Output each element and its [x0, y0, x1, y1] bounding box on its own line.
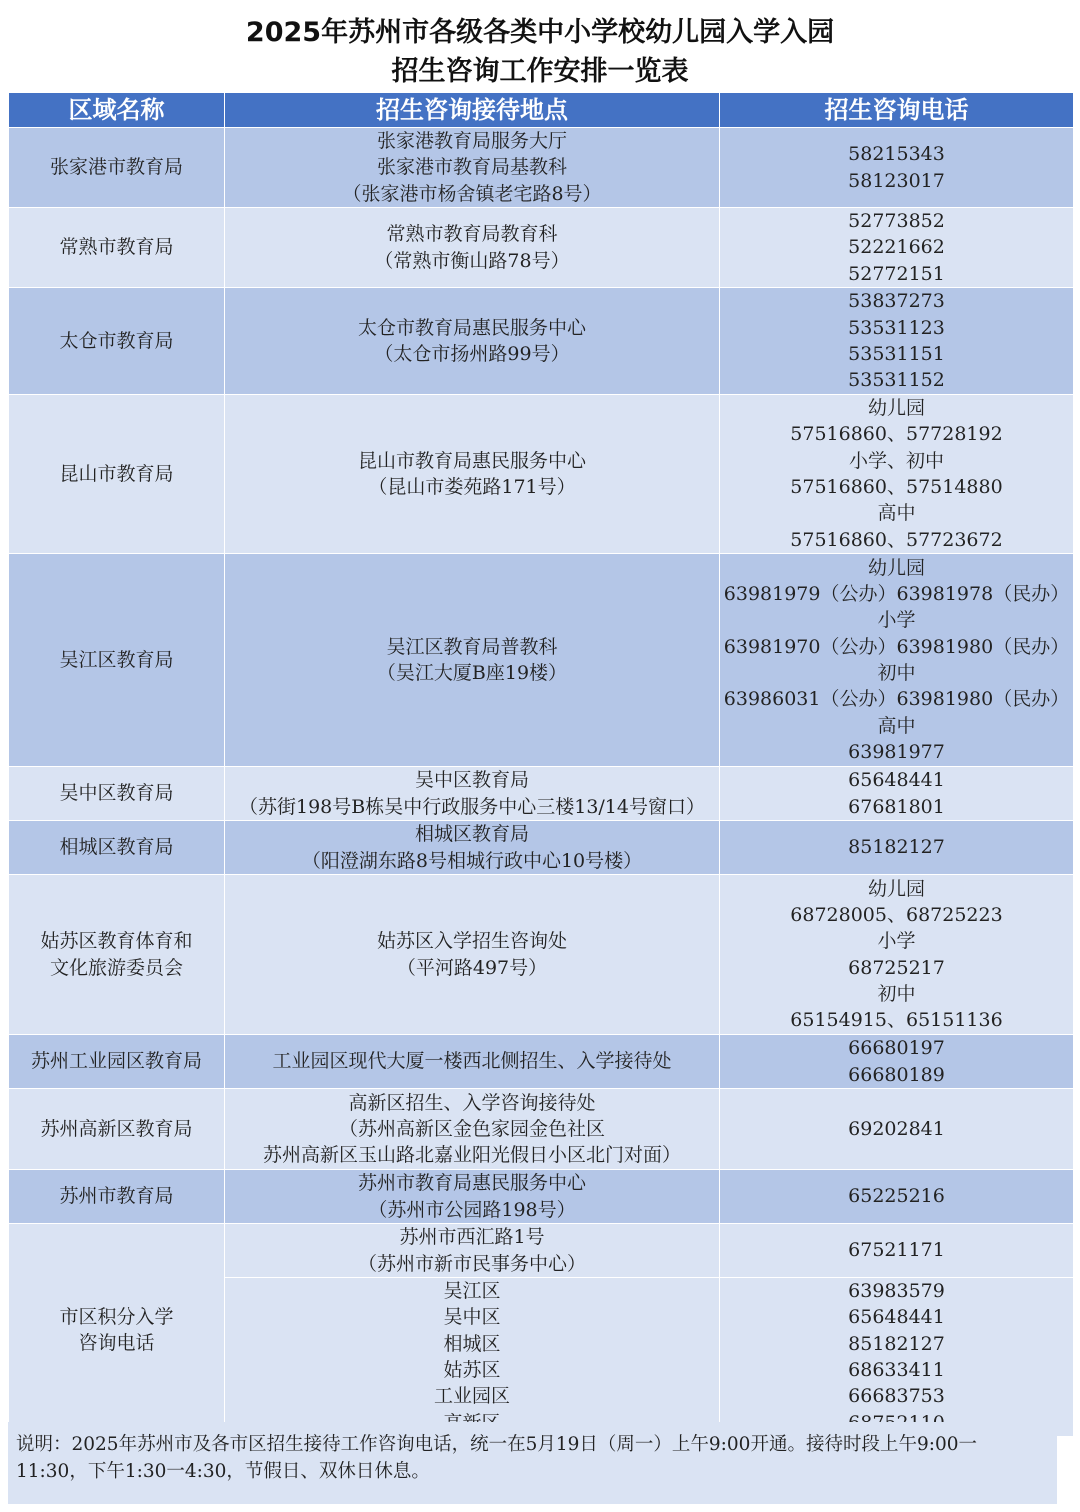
phone-cell-line: 66680189 [848, 1063, 945, 1086]
region-name-cell [9, 875, 225, 1035]
location-cell-line: 相城区教育局 [414, 823, 529, 846]
table-row [9, 1224, 1074, 1278]
location-cell-line: （太仓市扬州路99号） [374, 343, 570, 365]
district-list-cell-line: 吴江区 [443, 1280, 501, 1303]
location-cell-line: （苏州高新区金色家园金色社区 [338, 1117, 605, 1140]
region-name-cell [9, 128, 225, 208]
phone-cell [720, 875, 1074, 1035]
district-list-cell [225, 1278, 720, 1437]
region-name-cell-line: 苏州工业园区教育局 [30, 1050, 202, 1073]
table-row [9, 554, 1074, 767]
location-cell-line: 张家港市教育局基教科 [376, 156, 567, 179]
region-name-cell [9, 1089, 225, 1170]
location-cell-line: 昆山市教育局惠民服务中心 [357, 449, 586, 472]
location-cell-line: 吴中区教育局 [414, 769, 529, 792]
table-row [9, 395, 1074, 554]
region-name-cell-line: 咨询电话 [78, 1332, 155, 1354]
location-cell-line: （平河路497号） [396, 956, 548, 979]
phone-cell-line: 小学 [877, 930, 916, 953]
phone-cell-line: 65225216 [848, 1185, 945, 1208]
phone-cell-line: 57516860、57514880 [790, 476, 1003, 498]
phone-cell-line: 63981979（公办）63981978（民办） [723, 583, 1070, 606]
location-cell-line: （苏街198号B栋吴中行政服务中心三楼13/14号窗口） [239, 795, 705, 818]
table-row [9, 128, 1074, 208]
district-list-cell-line: 相城区 [443, 1332, 501, 1355]
phone-cell-line: 67681801 [848, 795, 945, 818]
phone-cell-line: 63981970（公办）63981980（民办） [723, 635, 1070, 658]
enrollment-consultation-table [8, 92, 1074, 1437]
location-cell-line: （张家港市杨舍镇老宅路8号） [342, 182, 602, 205]
location-cell [225, 767, 720, 821]
district-list-cell-line: 吴中区 [443, 1306, 501, 1329]
location-cell [225, 128, 720, 208]
page-subtitle: 招生咨询工作安排一览表 [391, 56, 689, 87]
table-row [9, 1170, 1074, 1224]
phone-cell-line: 65648441 [848, 769, 945, 792]
region-name-cell [9, 288, 225, 395]
phone-cell-line: 53531152 [848, 369, 945, 392]
district-phone-cell-line: 85182127 [848, 1332, 945, 1355]
location-cell-line: （苏州市新市民事务中心） [357, 1252, 586, 1275]
location-cell-line: 姑苏区入学招生咨询处 [376, 930, 567, 953]
phone-cell-line: 58123017 [848, 169, 945, 192]
phone-cell [720, 821, 1074, 875]
location-cell-line: 苏州高新区玉山路北嘉业阳光假日小区北门对面） [262, 1144, 681, 1167]
phone-cell-line: 初中 [877, 982, 916, 1005]
region-name-cell [9, 395, 225, 554]
location-cell [225, 875, 720, 1035]
region-name-cell-line: 苏州市教育局 [59, 1185, 174, 1208]
phone-cell-line: 幼儿园 [867, 397, 925, 420]
table-row [9, 875, 1074, 1035]
district-list-cell-line: 姑苏区 [443, 1359, 501, 1381]
phone-cell [720, 1224, 1074, 1278]
location-cell [225, 821, 720, 875]
page-title: 2025年苏州市各级各类中小学校幼儿园入学入园 [245, 17, 835, 48]
region-name-cell [9, 821, 225, 875]
table-row [9, 208, 1074, 288]
region-name-cell-line: 相城区教育局 [59, 836, 174, 859]
location-cell-line: （阳澄湖东路8号相城行政中心10号楼） [301, 849, 643, 872]
location-cell-line: 高新区招生、入学咨询接待处 [348, 1091, 596, 1114]
region-name-cell-line: 昆山市教育局 [59, 462, 174, 485]
region-name-cell-line: 吴中区教育局 [59, 782, 174, 805]
phone-cell-line: 小学 [877, 609, 916, 632]
phone-cell [720, 767, 1074, 821]
phone-cell-line: 57516860、57728192 [790, 423, 1003, 446]
phone-cell-line: 85182127 [848, 836, 945, 859]
location-cell-line: 工业园区现代大厦一楼西北侧招生、入学接待处 [272, 1050, 672, 1073]
region-name-cell [9, 208, 225, 288]
region-name-cell-line: 苏州高新区教育局 [40, 1117, 193, 1140]
location-cell-line: （吴江大厦B座19楼） [376, 662, 568, 684]
location-cell-line: 太仓市教育局惠民服务中心 [357, 316, 586, 339]
table-row [9, 1035, 1074, 1089]
phone-cell-line: 52221662 [848, 236, 945, 259]
region-name-cell-line: 常熟市教育局 [59, 236, 174, 259]
region-name-cell-line: 市区积分入学 [59, 1305, 174, 1328]
location-cell [225, 1089, 720, 1170]
phone-cell [720, 1089, 1074, 1170]
phone-cell-line: 52773852 [848, 210, 945, 233]
district-phone-cell-line: 63983579 [848, 1280, 945, 1303]
phone-cell-line: 68728005、68725223 [790, 903, 1003, 926]
phone-cell [720, 128, 1074, 208]
phone-cell-line: 53837273 [848, 290, 945, 313]
region-name-cell [9, 1170, 225, 1224]
phone-cell-line: 幼儿园 [867, 877, 925, 900]
location-cell-line: 苏州市教育局惠民服务中心 [357, 1172, 586, 1195]
region-name-cell [9, 554, 225, 767]
phone-cell-line: 58215343 [848, 143, 945, 166]
district-phone-cell-line: 66683753 [848, 1385, 945, 1408]
phone-cell-line: 53531123 [848, 316, 945, 339]
phone-cell [720, 1035, 1074, 1089]
region-name-cell-line: 太仓市教育局 [59, 329, 174, 352]
phone-cell-line: 69202841 [848, 1117, 945, 1140]
location-cell-line: （常熟市衡山路78号） [374, 249, 570, 272]
table-row [9, 288, 1074, 395]
district-phone-cell-line: 65648441 [848, 1306, 945, 1329]
phone-cell-line: 65154915、65151136 [790, 1009, 1003, 1032]
table-row [9, 767, 1074, 821]
table-header-row [9, 93, 1074, 128]
footnote-line-2: 11:30，下午1:30一4:30，节假日、双休日休息。 [16, 1461, 430, 1482]
location-cell [225, 1224, 720, 1278]
table-body [9, 128, 1074, 1437]
region-name-cell-line: 张家港市教育局 [49, 156, 183, 179]
location-cell [225, 1035, 720, 1089]
phone-cell-line: 幼儿园 [867, 556, 925, 579]
phone-cell [720, 1170, 1074, 1224]
location-cell [225, 1170, 720, 1224]
location-cell-line: 苏州市西汇路1号 [399, 1226, 545, 1249]
header-location: 招生咨询接待地点 [225, 93, 720, 128]
phone-cell-line: 63986031（公办）63981980（民办） [723, 688, 1070, 711]
header-region: 区域名称 [9, 93, 225, 128]
location-cell [225, 208, 720, 288]
region-name-cell-line: 吴江区教育局 [59, 648, 174, 671]
location-cell-line: 常熟市教育局教育科 [386, 223, 558, 246]
phone-cell-line: 67521171 [848, 1239, 945, 1262]
phone-cell-line: 66680197 [848, 1037, 945, 1060]
phone-cell [720, 554, 1074, 767]
district-phone-cell-line: 68633411 [848, 1359, 945, 1381]
region-name-cell-line: 文化旅游委员会 [49, 956, 183, 979]
footnote-line-1: 说明：2025年苏州市及各市区招生接待工作咨询电话，统一在5月19日（周一）上午9:00开通。接待时段上午9:00一 [16, 1434, 977, 1455]
phone-cell-line: 68725217 [848, 956, 945, 979]
phone-cell-line: 初中 [877, 662, 916, 684]
location-cell-line: （苏州市公园路198号） [368, 1198, 576, 1221]
phone-cell-line: 57516860、57723672 [790, 528, 1003, 551]
phone-cell-line: 52772151 [848, 262, 945, 285]
district-list-cell-line: 工业园区 [433, 1385, 510, 1408]
region-name-cell [9, 1224, 225, 1437]
phone-cell [720, 395, 1074, 554]
phone-cell [720, 288, 1074, 395]
region-name-cell [9, 1035, 225, 1089]
table-row [9, 821, 1074, 875]
region-name-cell-line: 姑苏区教育体育和 [40, 930, 193, 953]
phone-cell-line: 小学、初中 [848, 449, 944, 472]
district-phone-cell [720, 1278, 1074, 1437]
phone-cell-line: 高中 [877, 714, 916, 737]
location-cell-line: 张家港教育局服务大厅 [376, 130, 567, 153]
location-cell [225, 554, 720, 767]
phone-cell-line: 63981977 [848, 740, 945, 763]
phone-cell [720, 208, 1074, 288]
location-cell-line: （昆山市娄苑路171号） [368, 476, 576, 498]
header-phone: 招生咨询电话 [720, 93, 1074, 128]
phone-cell-line: 53531151 [848, 343, 945, 365]
location-cell [225, 288, 720, 395]
region-name-cell [9, 767, 225, 821]
location-cell [225, 395, 720, 554]
phone-cell-line: 高中 [877, 502, 916, 525]
location-cell-line: 吴江区教育局普教科 [386, 635, 558, 658]
table-row [9, 1089, 1074, 1170]
footnote [8, 1422, 1057, 1504]
